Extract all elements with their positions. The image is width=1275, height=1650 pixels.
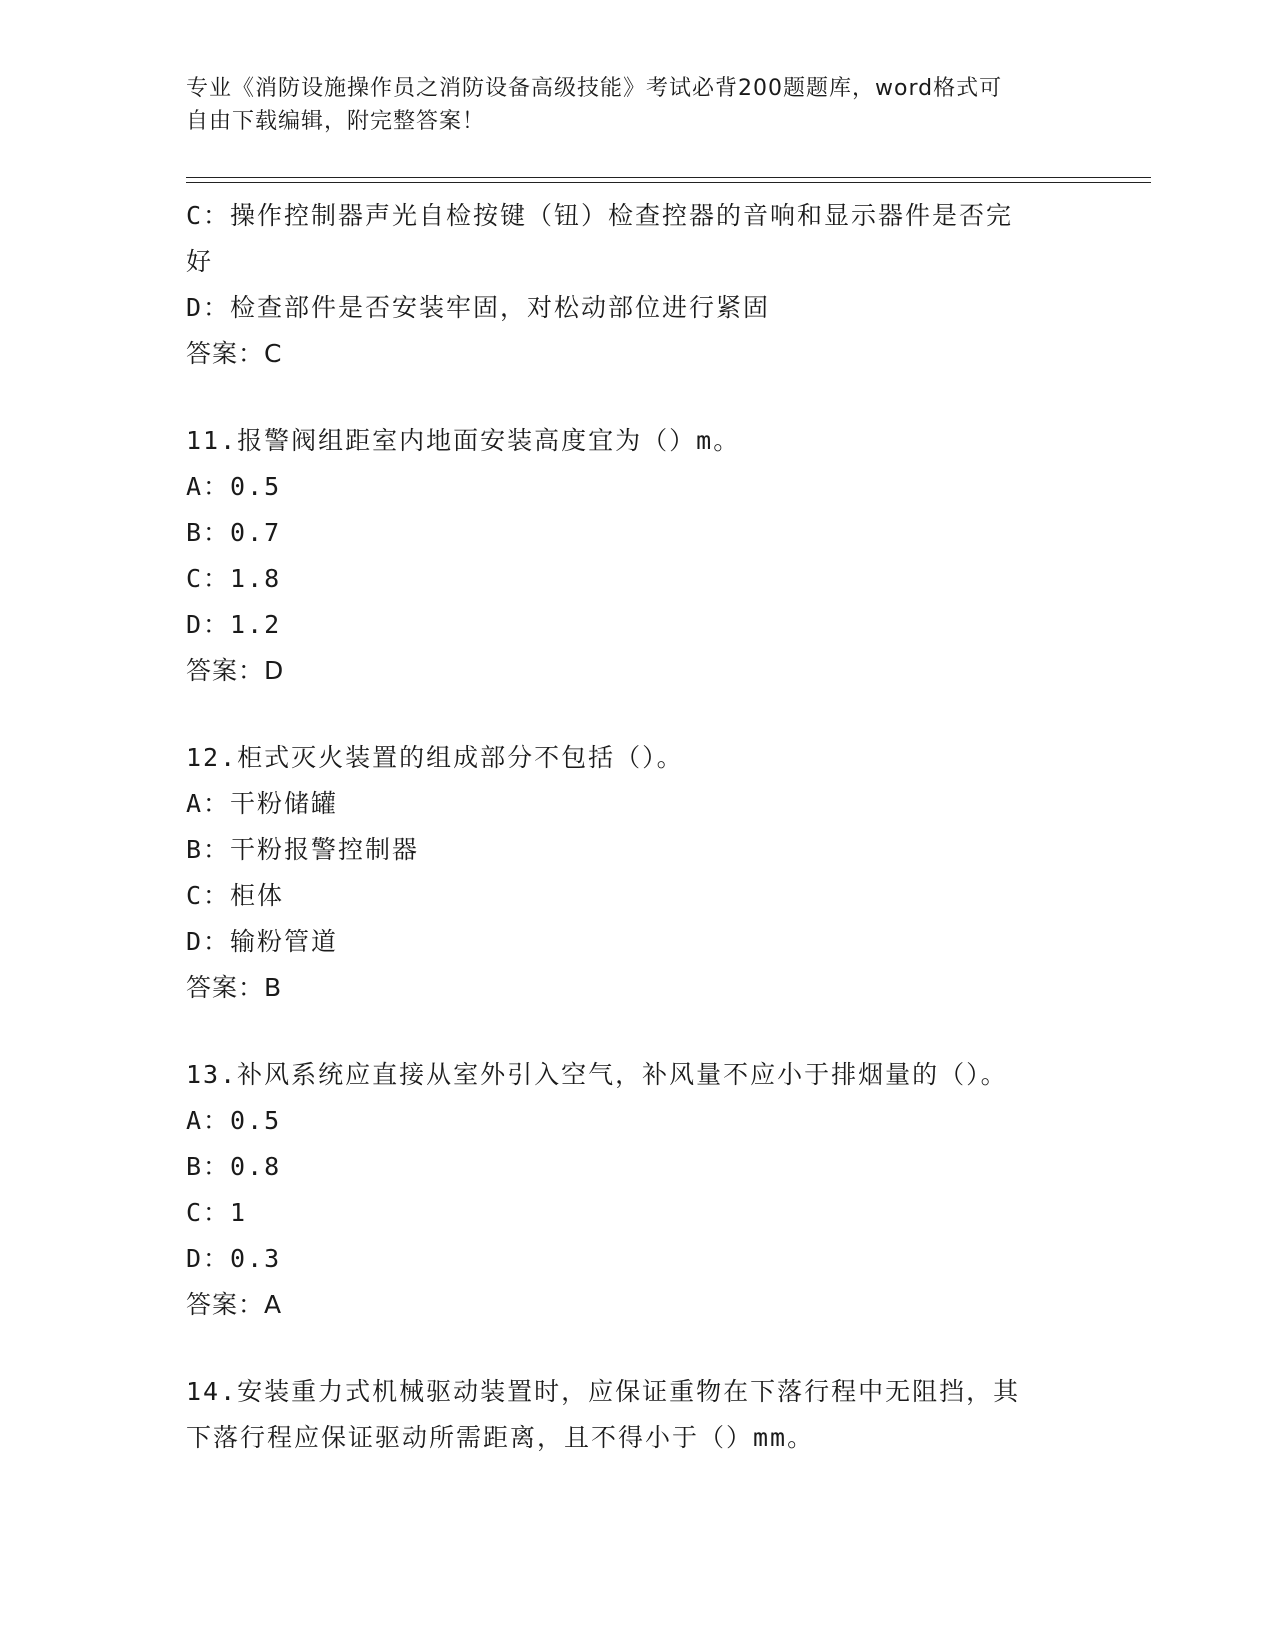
option-c-line-2: 好 xyxy=(186,247,214,276)
answer: 答案：D xyxy=(186,656,285,685)
header-divider-bottom xyxy=(186,182,1151,183)
question-stem: 13.补风系统应直接从室外引入空气，补风量不应小于排烟量的（）。 xyxy=(186,1060,1008,1089)
option-d: D：输粉管道 xyxy=(186,927,339,956)
question-stem: 12.柜式灭火装置的组成部分不包括（）。 xyxy=(186,743,684,772)
question-stem-line-1: 14.安装重力式机械驱动装置时，应保证重物在下落行程中无阻挡，其 xyxy=(186,1377,1021,1406)
answer: 答案：C xyxy=(186,339,283,368)
option-b: B：0.7 xyxy=(186,518,282,547)
option-c: C：1.8 xyxy=(186,564,282,593)
answer: 答案：B xyxy=(186,973,283,1002)
option-b: B：干粉报警控制器 xyxy=(186,835,420,864)
header-line-2: 自由下载编辑，附完整答案！ xyxy=(186,109,486,134)
header-divider-top xyxy=(186,177,1151,178)
answer: 答案：A xyxy=(186,1290,283,1319)
question-body xyxy=(186,193,1086,1461)
option-d: D：1.2 xyxy=(186,610,282,639)
document-header xyxy=(186,72,1086,138)
option-c-line-1: C：操作控制器声光自检按键（钮）检查控器的音响和显示器件是否完 xyxy=(186,201,1014,230)
header-line-1: 专业《消防设施操作员之消防设备高级技能》考试必背200题题库，word格式可 xyxy=(186,76,1003,101)
option-c: C：柜体 xyxy=(186,881,285,910)
question-stem: 11.报警阀组距室内地面安装高度宜为（）m。 xyxy=(186,426,741,455)
option-c: C：1 xyxy=(186,1198,248,1227)
option-a: A：干粉储罐 xyxy=(186,789,339,818)
option-a: A：0.5 xyxy=(186,472,282,501)
option-a: A：0.5 xyxy=(186,1106,282,1135)
option-b: B：0.8 xyxy=(186,1152,282,1181)
question-stem-line-2: 下落行程应保证驱动所需距离，且不得小于（）mm。 xyxy=(186,1423,815,1452)
option-d: D：检查部件是否安装牢固，对松动部位进行紧固 xyxy=(186,293,771,322)
option-d: D：0.3 xyxy=(186,1244,282,1273)
